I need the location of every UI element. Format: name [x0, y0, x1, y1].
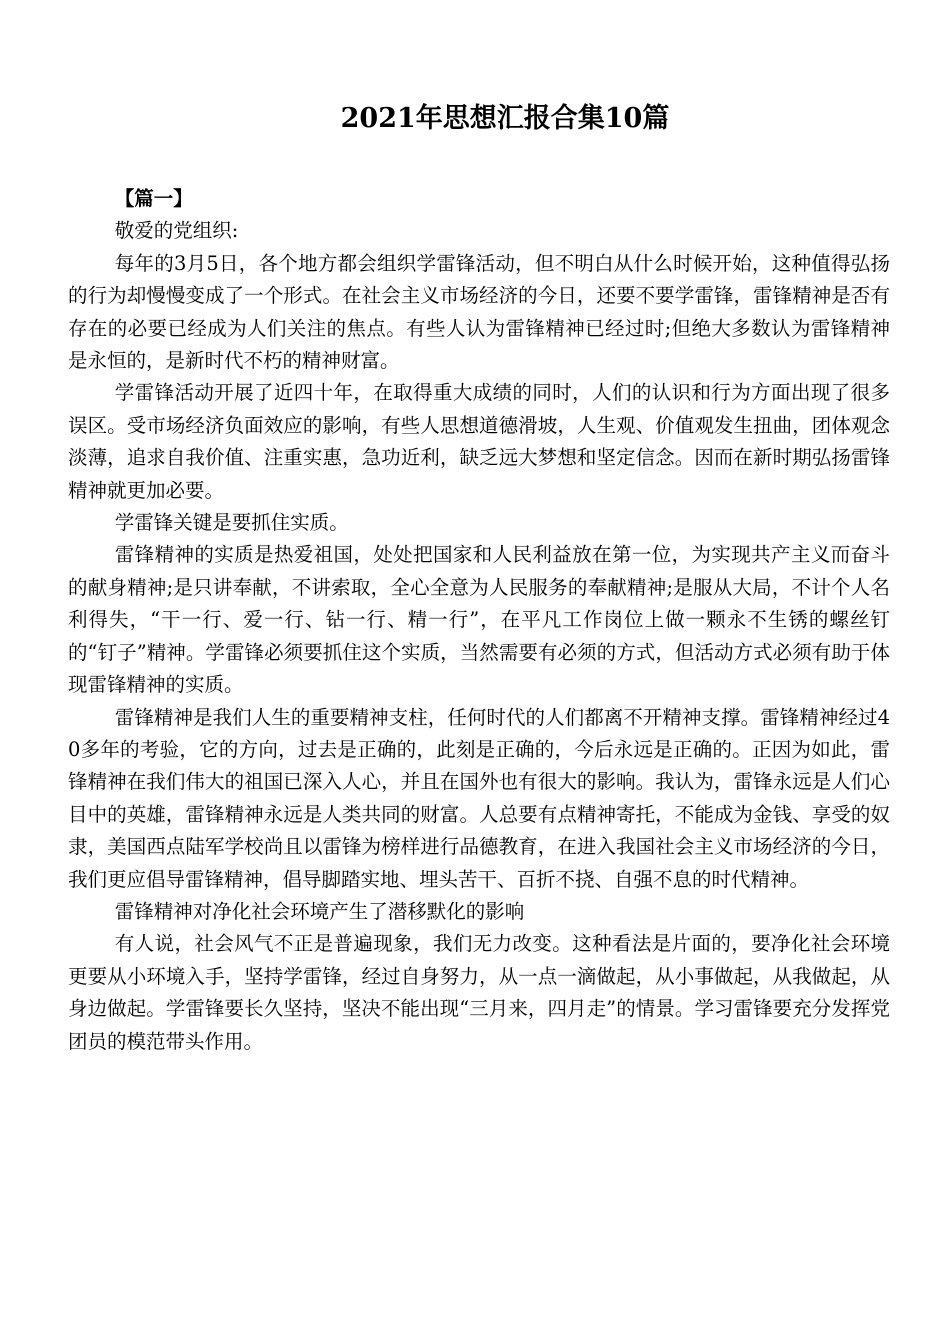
paragraph-7: 有人说，社会风气不正是普遍现象，我们无力改变。这种看法是片面的，要净化社会环境更要从小环境入手，坚持学雷锋，经过自身努力，从一点一滴做起，从小事做起，从我做起，从身边做起。学雷锋要长久坚持，坚决不能出现“三月来，四月走”的情景。学习雷锋要充分发挥党团员的模范带头作用。: [68, 932, 890, 1053]
paragraph-4: 雷锋精神的实质是热爱祖国，处处把国家和人民利益放在第一位，为实现共产主义而奋斗的献身精神;是只讲奉献，不讲索取，全心全意为人民服务的奉献精神;是服从大局，不计个人名利得失，“干一行、爱一行、钻一行、精一行”，在平凡工作岗位上做一颗永不生锈的螺丝钉的“钉子”精神。学雷锋必须要抓住这个实质，当然需要有必须的方式，但活动方式必须有助于体现雷锋精神的实质。: [68, 543, 890, 697]
paragraph-6: 雷锋精神对净化社会环境产生了潜移默化的影响: [114, 899, 525, 923]
paragraph-2: 学雷锋活动开展了近四十年，在取得重大成绩的同时，人们的认识和行为方面出现了很多误区。受市场经济负面效应的影响，有些人思想道德滑坡，人生观、价值观发生扭曲，团体观念淡薄，追求自我价值、注重实惠，急功近利，缺乏远大梦想和坚定信念。因而在新时期弘扬雷锋精神就更加必要。: [68, 381, 890, 502]
section-label: 【篇一】: [114, 187, 193, 210]
paragraph-5: 雷锋精神是我们人生的重要精神支柱，任何时代的人们都离不开精神支撑。雷锋精神经过40多年的考验，它的方向，过去是正确的，此刻是正确的，今后永远是正确的。正因为如此，雷锋精神在我们伟大的祖国已深入人心，并且在国外也有很大的影响。我认为，雷锋永远是人们心目中的英雄，雷锋精神永远是人类共同的财富。人总要有点精神寄托，不能成为金钱、享受的奴隶，美国西点陆军学校尚且以雷锋为榜样进行品德教育，在进入我国社会主义市场经济的今日，我们更应倡导雷锋精神，倡导脚踏实地、埋头苦干、百折不挠、自强不息的时代精神。: [68, 705, 890, 891]
paragraph-1: 每年的3月5日，各个地方都会组织学雷锋活动，但不明白从什么时候开始，这种值得弘扬的行为却慢慢变成了一个形式。在社会主义市场经济的今日，还要不要学雷锋，雷锋精神是否有存在的必要已经成为人们关注的焦点。有些人认为雷锋精神已经过时;但绝大多数认为雷锋精神是永恒的，是新时代不朽的精神财富。: [68, 251, 890, 373]
document-body: [68, 183, 890, 1058]
document-title: 2021年思想汇报合集10篇: [340, 103, 670, 134]
salutation: 敬爱的党组织:: [114, 219, 239, 243]
paragraph-3: 学雷锋关键是要抓住实质。: [114, 511, 349, 535]
